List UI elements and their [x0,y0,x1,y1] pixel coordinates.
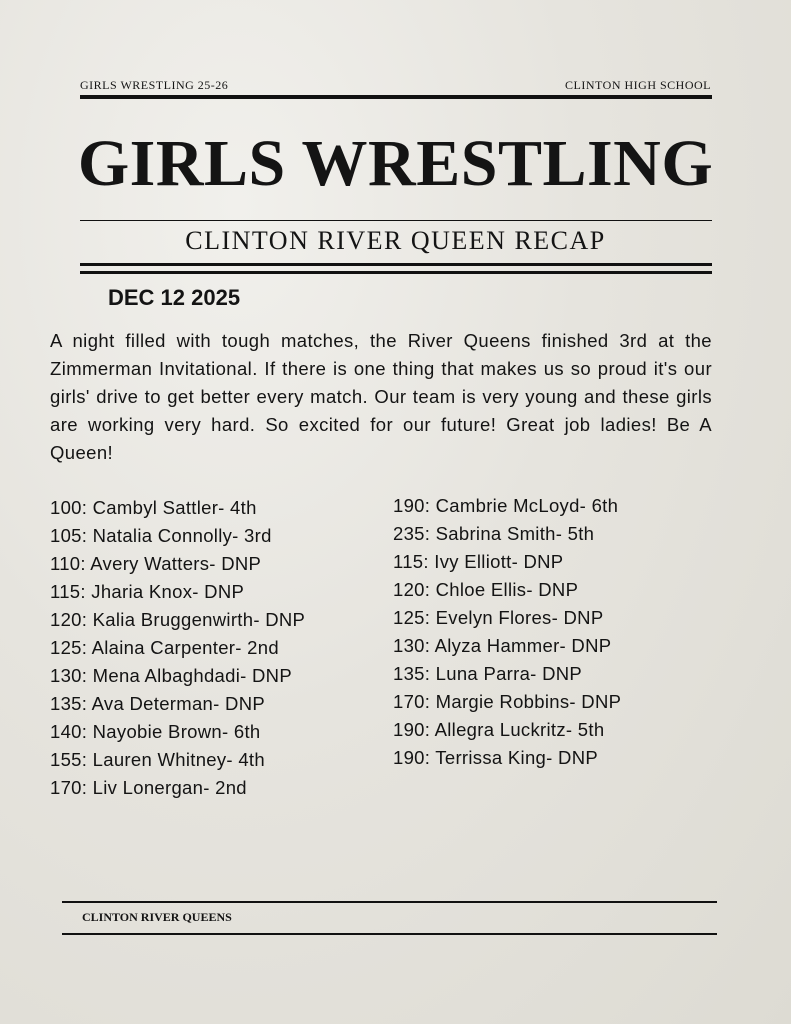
result-item: 135: Ava Determan- DNP [50,693,265,714]
divider [80,220,712,221]
result-item: 155: Lauren Whitney- 4th [50,749,265,770]
divider [62,933,717,935]
divider [80,95,712,99]
result-item: 125: Alaina Carpenter- 2nd [50,637,279,658]
result-item: 190: Terrissa King- DNP [393,747,598,768]
result-item: 115: Ivy Elliott- DNP [393,551,564,572]
page-title: GIRLS WRESTLING [77,127,714,200]
result-item: 130: Mena Albaghdadi- DNP [50,665,292,686]
result-item: 130: Alyza Hammer- DNP [393,635,612,656]
results-list-left [50,494,305,802]
result-item: 170: Margie Robbins- DNP [393,691,622,712]
result-item: 135: Luna Parra- DNP [393,663,583,684]
divider [80,271,712,274]
result-item: 235: Sabrina Smith- 5th [393,523,595,544]
footer-label: CLINTON RIVER QUEENS [82,910,232,924]
divider [62,901,717,903]
results-list-right [393,492,621,772]
divider [80,263,712,266]
result-item: 190: Allegra Luckritz- 5th [393,719,605,740]
result-item: 105: Natalia Connolly- 3rd [50,525,272,546]
result-item: 110: Avery Watters- DNP [50,553,262,574]
result-item: 100: Cambyl Sattler- 4th [50,497,257,518]
header-right: CLINTON HIGH SCHOOL [565,78,711,92]
result-item: 190: Cambrie McLoyd- 6th [393,495,619,516]
date: DEC 12 2025 [108,285,241,310]
result-item: 120: Kalia Bruggenwirth- DNP [50,609,306,630]
result-item: 140: Nayobie Brown- 6th [50,721,261,742]
result-item: 125: Evelyn Flores- DNP [393,607,604,628]
header-left: GIRLS WRESTLING 25-26 [80,78,229,92]
recap-paragraph: A night filled with tough matches, the River Queens finished 3rd at the Zimmerman Invitational. If there is one thing that makes us so proud it's our girls' drive to get better every match. Our team is very young and these girls are working very hard. So excited for our future! Great job ladies! Be A Queen! [50,330,712,463]
subtitle: CLINTON RIVER QUEEN RECAP [185,226,606,255]
result-item: 170: Liv Lonergan- 2nd [50,777,247,798]
result-item: 115: Jharia Knox- DNP [50,581,245,602]
result-item: 120: Chloe Ellis- DNP [393,579,579,600]
